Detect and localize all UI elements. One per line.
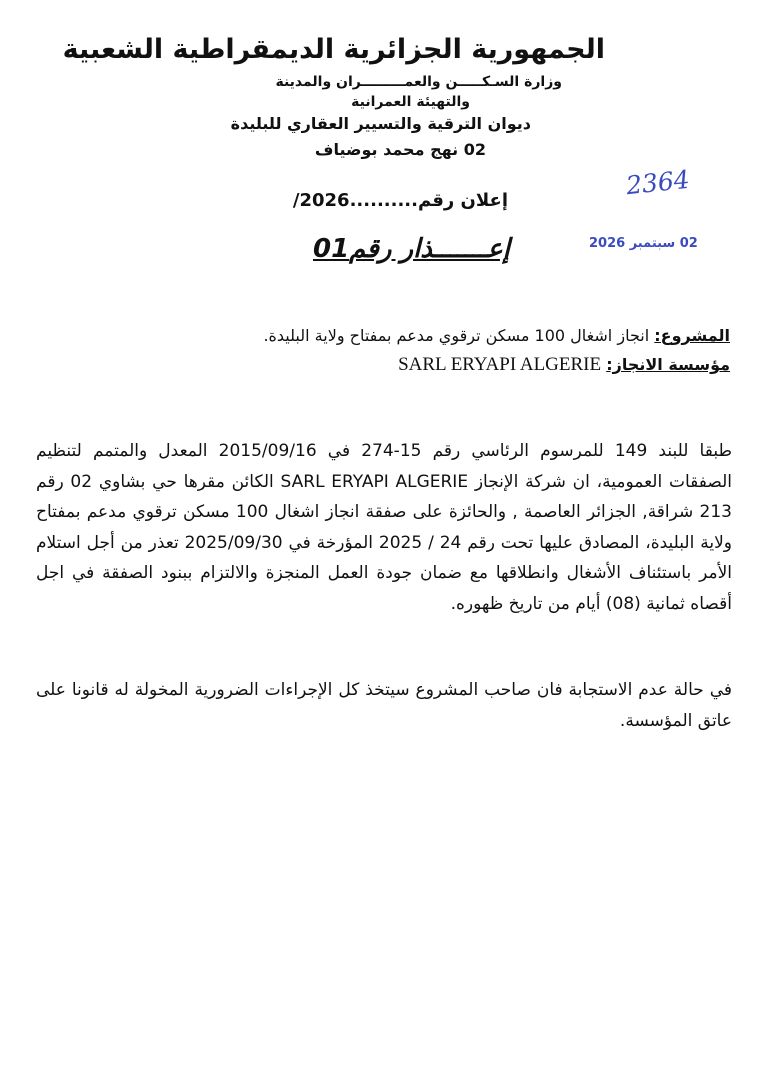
project-line: [263, 326, 730, 345]
institution-value: SARL ERYAPI ALGERIE: [398, 354, 602, 375]
project-label: المشروع:: [654, 326, 730, 345]
office-name: ديوان الترقية والتسيير العقاري للبليدة: [230, 114, 531, 133]
institution-line: [398, 354, 730, 376]
institution-label: مؤسسة الانجاز:: [606, 355, 730, 374]
ministry-name-continued: والتهيئة العمرانية: [351, 94, 470, 110]
date-stamp: 02 سبتمبر 2026: [589, 236, 698, 251]
project-value: انجاز اشغال 100 مسكن ترقوي مدعم بمفتاح ولاية البليدة.: [263, 326, 650, 345]
body-paragraph-1: طبقا للبند 149 للمرسوم الرئاسي رقم 15-274 في 2015/09/16 المعدل والمتمم لتنظيم الصفقات العمومية، ان شركة الإنجاز SARL ERYAPI ALGERIE الكائن مقرها حي بشاوي 02 رقم 213 شراقة, الجزائر العاصمة , والحائزة على صفقة انجاز اشغال 100 مسكن ترقوي مدعم بمفتاح ولاية البليدة، المصادق عليها تحت رقم 24 / 2025 المؤرخة في 2025/09/30 تعذر من أجل استلام الأمر باستئناف الأشغال وانطلاقها مع ضمان جودة العمل المنجزة والالتزام ببنود الصفقة في اجل أقصاه ثمانية (08) أيام من تاريخ ظهوره.: [36, 441, 732, 614]
republic-title: الجمهورية الجزائرية الديمقراطية الشعبية: [62, 34, 605, 65]
ministry-name: وزارة السـكـــــن والعمـــــــــران والمدينة: [275, 74, 562, 90]
office-address: 02 نهج محمد بوضياف: [314, 140, 486, 159]
notice-title: إعـــــــذار رقم01: [312, 234, 510, 264]
handwritten-number: 2364: [624, 164, 691, 201]
announcement-number: إعلان رقم..........2026/: [292, 190, 508, 211]
body-paragraph-2: في حالة عدم الاستجابة فان صاحب المشروع سيتخذ كل الإجراءات الضرورية المخولة له قانونا على عاتق المؤسسة.: [36, 680, 732, 731]
